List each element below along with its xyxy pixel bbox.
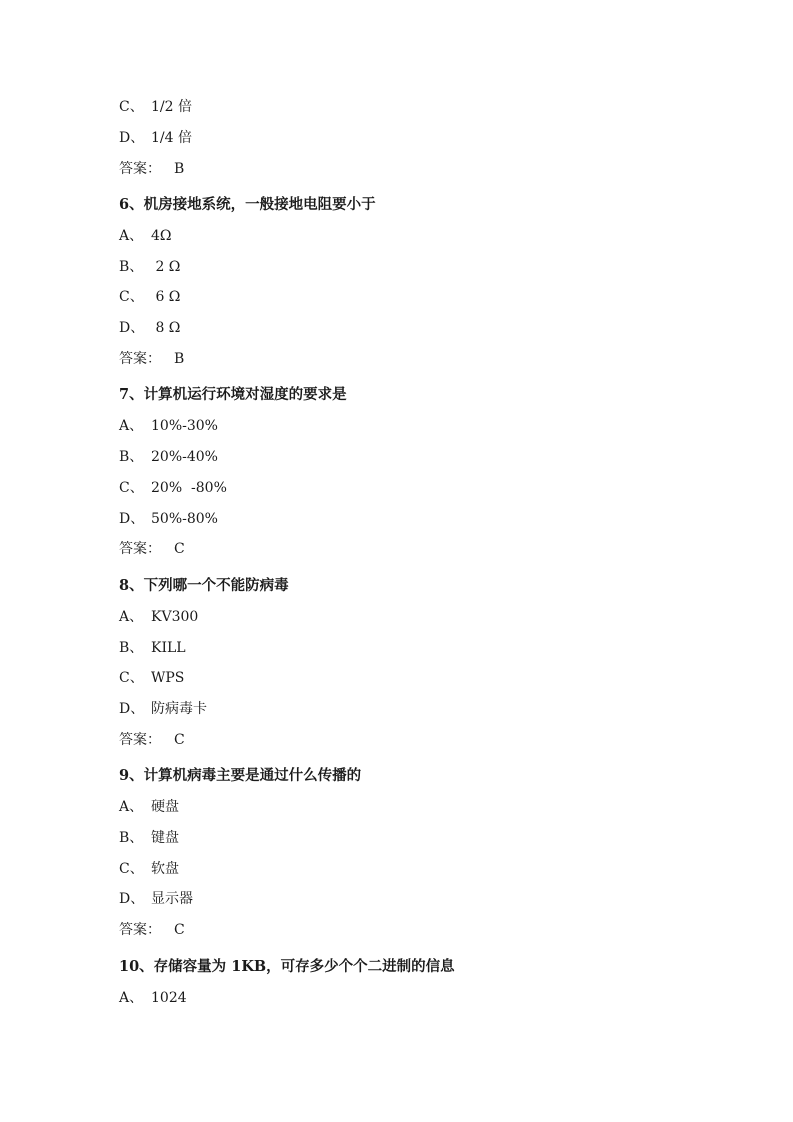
option-line <box>119 989 187 1007</box>
option-text: 2 Ω <box>151 259 181 275</box>
option-line <box>119 510 218 528</box>
answer-line <box>119 350 184 368</box>
option-label: B、 <box>119 830 144 846</box>
question-10: 10、存储容量为 1KB，可存多少个个二进制的信息 <box>119 958 455 975</box>
option-label: C、 <box>119 289 144 305</box>
option-line <box>119 639 186 657</box>
option-text: 4Ω <box>151 228 172 244</box>
answer-line <box>119 540 185 558</box>
option-text: 键盘 <box>151 830 179 846</box>
option-line <box>119 129 192 147</box>
option-label: B、 <box>119 449 144 465</box>
answer-label: 答案： <box>119 922 161 938</box>
answer-label: 答案： <box>119 732 161 748</box>
answer-label: 答案： <box>119 351 161 367</box>
answer-line <box>119 160 184 178</box>
option-line <box>119 227 172 245</box>
option-line <box>119 608 198 626</box>
question-6: 6、机房接地系统，一般接地电阻要小于 <box>119 196 376 213</box>
option-label: A、 <box>119 990 144 1006</box>
option-line <box>119 98 192 116</box>
option-label: A、 <box>119 609 144 625</box>
answer-label: 答案： <box>119 161 161 177</box>
answer-text: B <box>174 161 185 177</box>
option-text: KV300 <box>151 609 199 625</box>
option-text: KILL <box>151 640 186 656</box>
option-label: C、 <box>119 670 144 686</box>
answer-line <box>119 921 185 939</box>
option-label: A、 <box>119 799 144 815</box>
answer-text: C <box>174 732 185 748</box>
option-label: A、 <box>119 228 144 244</box>
answer-line <box>119 731 185 749</box>
option-text: 1024 <box>151 990 187 1006</box>
option-label: C、 <box>119 861 144 877</box>
option-label: C、 <box>119 480 144 496</box>
option-label: C、 <box>119 99 144 115</box>
question-7: 7、计算机运行环境对湿度的要求是 <box>119 386 347 403</box>
option-text: 1/2 倍 <box>151 99 192 115</box>
option-text: 1/4 倍 <box>151 130 192 146</box>
option-line <box>119 258 180 276</box>
option-text: 10%-30% <box>151 418 218 434</box>
option-text: 50%-80% <box>151 511 218 527</box>
option-line <box>119 860 179 878</box>
option-line <box>119 669 184 687</box>
option-label: D、 <box>119 511 145 527</box>
option-text: WPS <box>151 670 185 686</box>
answer-text: C <box>174 541 185 557</box>
option-line <box>119 479 227 497</box>
option-text: 20%-40% <box>151 449 218 465</box>
answer-text: C <box>174 922 185 938</box>
option-text: 8 Ω <box>151 320 181 336</box>
option-line <box>119 417 218 435</box>
option-line <box>119 890 193 908</box>
option-text: 防病毒卡 <box>151 701 207 717</box>
option-line <box>119 319 180 337</box>
question-9: 9、计算机病毒主要是通过什么传播的 <box>119 767 362 784</box>
option-text: 6 Ω <box>151 289 181 305</box>
answer-label: 答案： <box>119 541 161 557</box>
option-line <box>119 798 179 816</box>
option-label: B、 <box>119 640 144 656</box>
option-label: B、 <box>119 259 144 275</box>
option-line <box>119 448 218 466</box>
option-text: 硬盘 <box>151 799 179 815</box>
option-text: 20% -80% <box>151 480 227 496</box>
option-text: 软盘 <box>151 861 179 877</box>
option-line <box>119 829 179 847</box>
option-label: D、 <box>119 701 145 717</box>
option-text: 显示器 <box>151 891 193 907</box>
option-label: D、 <box>119 130 145 146</box>
option-label: D、 <box>119 320 145 336</box>
option-label: D、 <box>119 891 145 907</box>
answer-text: B <box>174 351 185 367</box>
option-line <box>119 288 180 306</box>
option-label: A、 <box>119 418 144 434</box>
option-line <box>119 700 207 718</box>
question-8: 8、下列哪一个不能防病毒 <box>119 577 289 594</box>
